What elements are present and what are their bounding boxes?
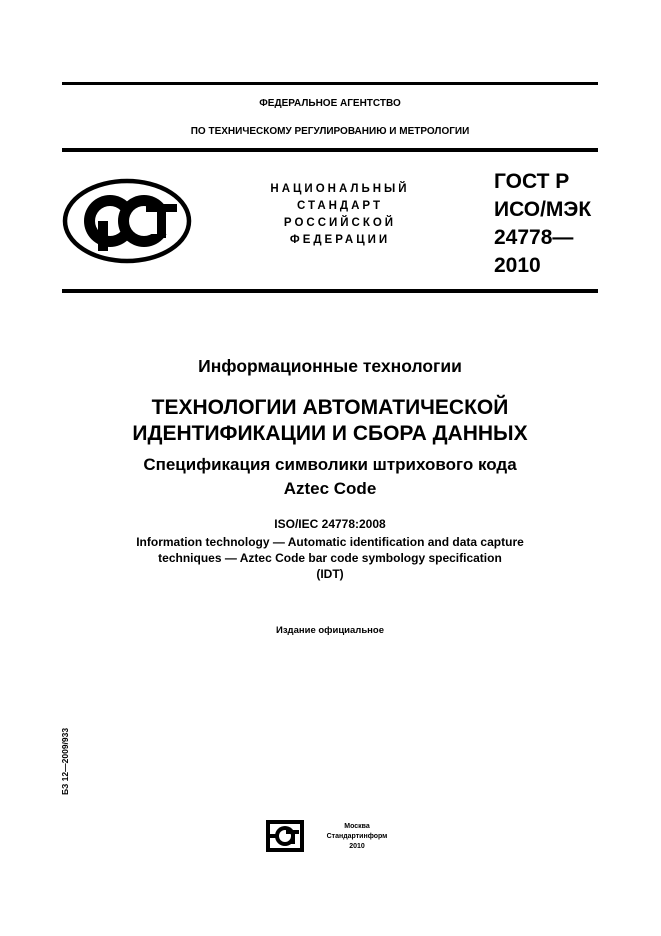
side-code-text: БЗ 12—2009/933 xyxy=(60,727,70,795)
publisher-city: Москва xyxy=(344,823,370,830)
iso-title-line-1: Information technology — Automatic identification and data capture xyxy=(136,535,524,549)
designation-line-4: 2010 xyxy=(494,254,541,277)
publisher-name: Стандартинформ xyxy=(326,833,388,840)
national-line-3: РОССИЙСКОЙ xyxy=(283,217,397,229)
iso-number: ISO/IEC 24778:2008 xyxy=(274,517,386,531)
header-bottom-rule xyxy=(62,289,598,293)
national-line-1: НАЦИОНАЛЬНЫЙ xyxy=(270,183,410,195)
rst-conformity-logo xyxy=(62,178,192,264)
designation-line-1: ГОСТ Р xyxy=(494,170,570,193)
title-category: Информационные технологии xyxy=(198,356,462,376)
national-standard-block xyxy=(250,181,430,249)
agency-line-1: ФЕДЕРАЛЬНОЕ АГЕНТСТВО xyxy=(259,98,401,109)
standartinform-logo xyxy=(266,820,304,852)
standard-designation xyxy=(494,168,591,280)
title-main xyxy=(62,395,598,447)
title-spec-line-1: Спецификация символики штрихового кода xyxy=(143,455,517,474)
title-main-line-1: ТЕХНОЛОГИИ АВТОМАТИЧЕСКОЙ xyxy=(151,396,509,419)
side-code xyxy=(60,727,74,895)
iso-title-line-3: (IDT) xyxy=(316,567,344,581)
national-line-2: СТАНДАРТ xyxy=(297,200,383,212)
top-rule xyxy=(62,82,598,85)
title-main-line-2: ИДЕНТИФИКАЦИИ И СБОРА ДАННЫХ xyxy=(132,422,528,445)
iso-title-line-2: techniques — Aztec Code bar code symbology specification xyxy=(158,551,502,565)
header-divider xyxy=(62,148,598,152)
publisher-year: 2010 xyxy=(349,843,365,850)
national-line-4: ФЕДЕРАЦИИ xyxy=(289,234,391,246)
publisher-block xyxy=(312,822,402,852)
title-spec xyxy=(62,453,598,501)
designation-line-3: 24778— xyxy=(494,226,574,249)
designation-line-2: ИСО/МЭК xyxy=(494,198,592,221)
title-spec-line-2: Aztec Code xyxy=(283,479,377,498)
edition-label: Издание официальное xyxy=(276,625,384,636)
iso-title xyxy=(62,534,598,582)
agency-line-2: ПО ТЕХНИЧЕСКОМУ РЕГУЛИРОВАНИЮ И МЕТРОЛОГИИ xyxy=(190,126,470,137)
